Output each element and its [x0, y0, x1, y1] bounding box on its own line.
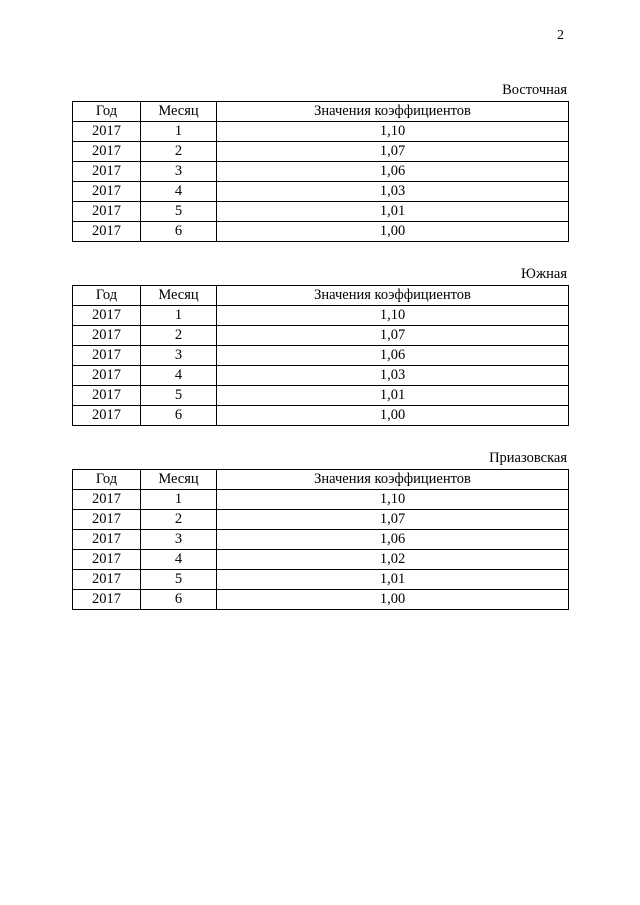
table-row	[73, 570, 569, 590]
table-cell: 1,10	[217, 122, 569, 142]
column-header: Значения коэффициентов	[217, 102, 569, 122]
table-cell: 2017	[73, 142, 141, 162]
table-cell: 4	[141, 550, 217, 570]
table-cell: 1	[141, 490, 217, 510]
coefficients-table	[72, 469, 569, 610]
table-cell: 2017	[73, 490, 141, 510]
table-cell: 2017	[73, 346, 141, 366]
table-cell: 2017	[73, 510, 141, 530]
column-header: Месяц	[141, 102, 217, 122]
table-cell: 1,10	[217, 306, 569, 326]
table-row	[73, 530, 569, 550]
table-cell: 6	[141, 222, 217, 242]
column-header: Год	[73, 286, 141, 306]
table-row	[73, 202, 569, 222]
table-cell: 2017	[73, 222, 141, 242]
table-cell: 2017	[73, 366, 141, 386]
tables-container	[72, 82, 569, 634]
table-cell: 1,10	[217, 490, 569, 510]
table-cell: 1,07	[217, 510, 569, 530]
column-header: Значения коэффициентов	[217, 286, 569, 306]
table-cell: 2017	[73, 570, 141, 590]
table-title: Восточная	[502, 82, 567, 98]
table-row	[73, 326, 569, 346]
table-cell: 1,06	[217, 162, 569, 182]
table-cell: 2017	[73, 202, 141, 222]
table-row	[73, 346, 569, 366]
table-title: Южная	[521, 266, 567, 282]
table-block	[72, 82, 569, 242]
table-row	[73, 122, 569, 142]
table-block	[72, 450, 569, 610]
table-cell: 1,01	[217, 570, 569, 590]
table-row	[73, 590, 569, 610]
table-cell: 1,07	[217, 142, 569, 162]
table-cell: 1,02	[217, 550, 569, 570]
column-header: Год	[73, 470, 141, 490]
table-cell: 1,07	[217, 326, 569, 346]
table-cell: 1,06	[217, 530, 569, 550]
table-cell: 2017	[73, 530, 141, 550]
table-cell: 1,01	[217, 202, 569, 222]
table-cell: 1,01	[217, 386, 569, 406]
column-header: Год	[73, 102, 141, 122]
table-header-row	[73, 470, 569, 490]
table-row	[73, 222, 569, 242]
table-cell: 4	[141, 182, 217, 202]
table-row	[73, 182, 569, 202]
table-header-row	[73, 102, 569, 122]
table-cell: 5	[141, 202, 217, 222]
table-cell: 5	[141, 570, 217, 590]
table-cell: 2	[141, 326, 217, 346]
table-cell: 5	[141, 386, 217, 406]
table-row	[73, 550, 569, 570]
table-row	[73, 142, 569, 162]
table-cell: 2	[141, 510, 217, 530]
coefficients-table	[72, 285, 569, 426]
table-cell: 2017	[73, 590, 141, 610]
column-header: Значения коэффициентов	[217, 470, 569, 490]
table-row	[73, 406, 569, 426]
table-cell: 2017	[73, 326, 141, 346]
table-cell: 1,00	[217, 590, 569, 610]
table-row	[73, 306, 569, 326]
table-cell: 2017	[73, 306, 141, 326]
table-cell: 6	[141, 406, 217, 426]
table-cell: 2017	[73, 386, 141, 406]
table-cell: 2	[141, 142, 217, 162]
table-cell: 1,00	[217, 222, 569, 242]
table-row	[73, 510, 569, 530]
table-cell: 2017	[73, 122, 141, 142]
table-cell: 1,06	[217, 346, 569, 366]
table-cell: 3	[141, 346, 217, 366]
table-cell: 4	[141, 366, 217, 386]
table-cell: 1,03	[217, 366, 569, 386]
table-cell: 1,00	[217, 406, 569, 426]
table-cell: 1	[141, 306, 217, 326]
table-cell: 2017	[73, 182, 141, 202]
table-row	[73, 386, 569, 406]
table-cell: 3	[141, 162, 217, 182]
table-row	[73, 490, 569, 510]
table-block	[72, 266, 569, 426]
table-title: Приазовская	[489, 450, 567, 466]
table-cell: 6	[141, 590, 217, 610]
page-number: 2	[557, 28, 564, 43]
table-cell: 2017	[73, 550, 141, 570]
table-row	[73, 162, 569, 182]
table-row	[73, 366, 569, 386]
table-cell: 2017	[73, 406, 141, 426]
table-cell: 1,03	[217, 182, 569, 202]
table-cell: 2017	[73, 162, 141, 182]
table-cell: 1	[141, 122, 217, 142]
column-header: Месяц	[141, 470, 217, 490]
table-header-row	[73, 286, 569, 306]
table-cell: 3	[141, 530, 217, 550]
coefficients-table	[72, 101, 569, 242]
column-header: Месяц	[141, 286, 217, 306]
